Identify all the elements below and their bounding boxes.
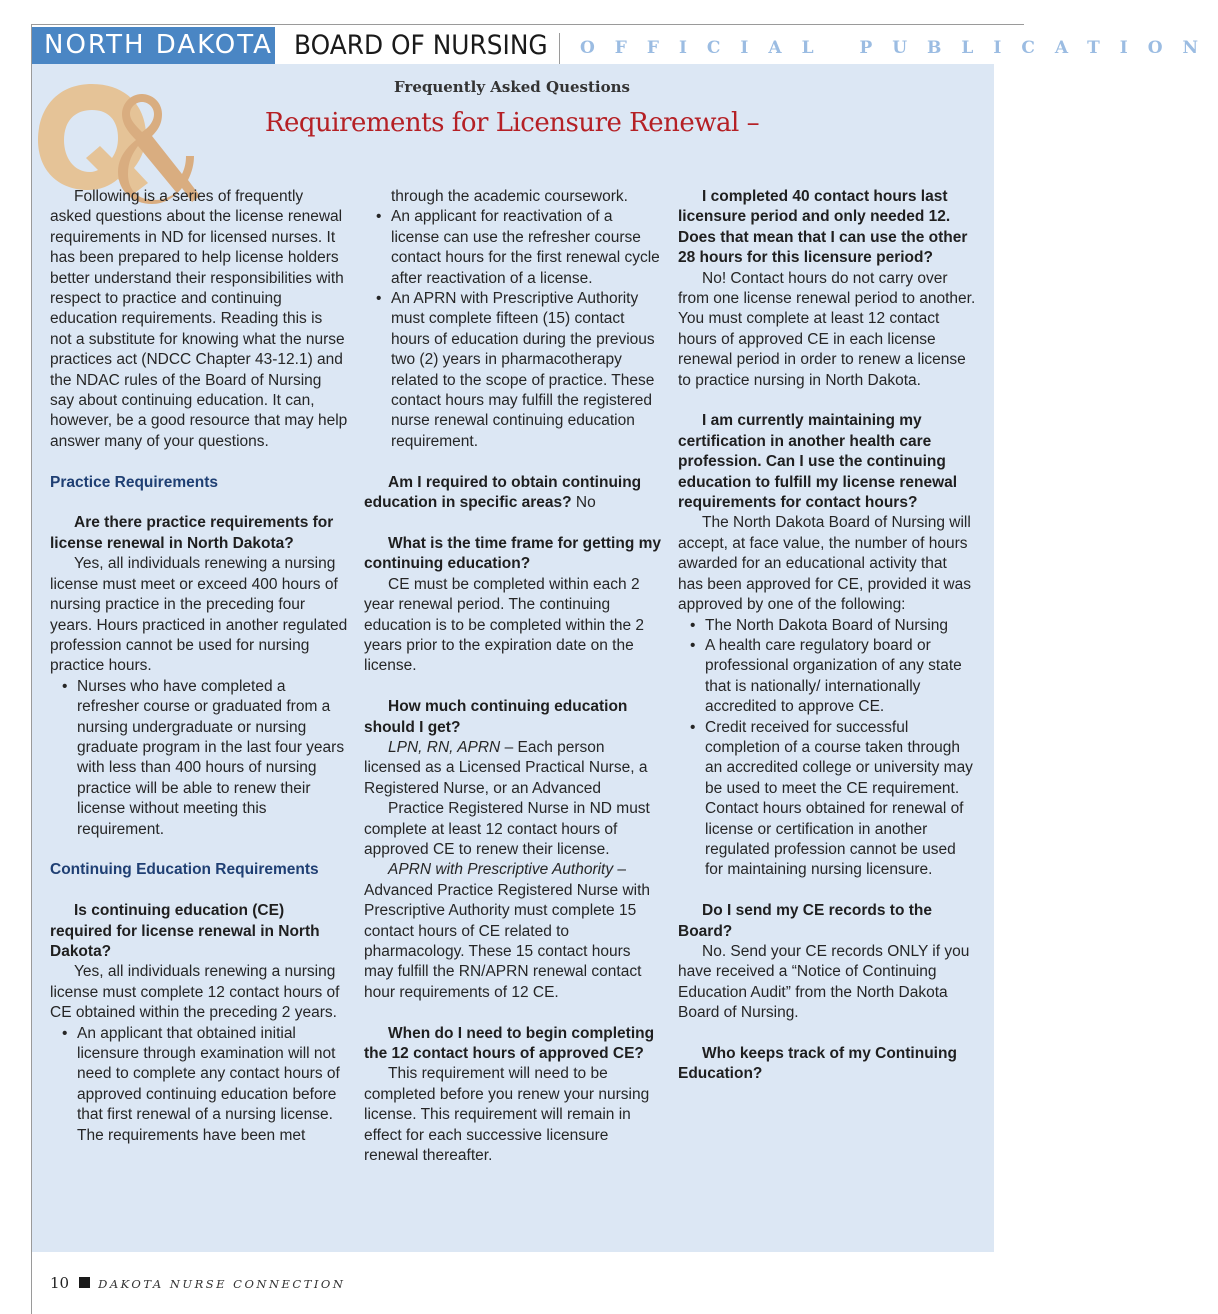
question-specific-areas: Am I required to obtain continuing education in specific areas? — [364, 473, 642, 512]
answer-how-much-lpn-cont: Practice Registered Nurse in ND must complete at least 12 contact hours of approved CE to renew their license. — [364, 800, 650, 858]
answer-ce-required: Yes, all individuals renewing a nursing license must complete 12 contact hours of CE obtained within the preceding 2 years. — [50, 963, 340, 1022]
answer-time-frame: CE must be completed within each 2 year renewal period. The continuing education is to be completed within the 2 years prior to the expiration date on the license. — [364, 575, 645, 675]
question-carry-over: I completed 40 contact hours last licensure period and only needed 12. Does that mean that I can use the other 28 hours for this licensure period? — [678, 188, 968, 267]
masthead-official-publication: OFFICIAL PUBLICATION — [580, 38, 1218, 58]
list-continuation: through the academic coursework. — [391, 188, 628, 205]
list-item: • An applicant for reactivation of a license can use the refresher course contact hours for the first renewal cycle after reactivation of a license. — [364, 207, 662, 289]
masthead-divider — [559, 33, 560, 64]
answer-send-records: No. Send your CE records ONLY if you have received a “Notice of Continuing Education Audit” from the North Dakota Board of Nursing. — [678, 943, 970, 1022]
answer-certification: The North Dakota Board of Nursing will accept, at face value, the number of hours awarded for an educational activity that has been approved for CE, provided it was approved by one of the following: — [678, 514, 971, 614]
section-heading-ce: Continuing Education Requirements — [50, 861, 319, 879]
article-title: Requirements for Licensure Renewal – — [264, 108, 760, 138]
list-item: • A health care regulatory board or professional organization of any state that is nationally/ internationally accredited to approve CE. — [678, 636, 976, 718]
page-footer — [50, 1274, 345, 1292]
answer-carry-over: No! Contact hours do not carry over from one license renewal period to another. You must complete at least 12 contact hours of approved CE in each license renewal period in order to renew a license to practice nursing in North Dakota. — [678, 269, 976, 389]
publication-name: DAKOTA NURSE CONNECTION — [98, 1277, 346, 1291]
answer-how-much-aprn: APRN with Prescriptive Authority – Advanced Practice Registered Nurse with Prescriptive Authority must complete 15 contact hours of CE related to pharmacology. These 15 contact hours may fulfill the RN/APRN renewal contact hour requirements of 12 CE. — [364, 861, 651, 1001]
masthead-state: NORTH DAKOTA — [32, 27, 275, 64]
bullet-list — [50, 1024, 348, 1146]
answer-when-begin: This requirement will need to be completed before you renew your nursing license. This requirement will remain in effect for each successive licensure renewal thereafter. — [364, 1065, 650, 1165]
column-1 — [50, 187, 348, 1146]
bullet-list — [364, 207, 662, 452]
question-who-tracks: Who keeps track of my Continuing Education? — [678, 1045, 957, 1083]
question-ce-required: Is continuing education (CE) required for license renewal in North Dakota? — [50, 902, 320, 960]
answer-practice: Yes, all individuals renewing a nursing license must meet or exceed 400 hours of nursing practice in the preceding four years. Hours practiced in another regulated profession cannot be used for nursing practice hours. — [50, 555, 348, 675]
question-how-much: How much continuing education should I get? — [364, 698, 628, 736]
bullet-list — [678, 616, 976, 881]
qa-specific-areas — [364, 473, 662, 514]
label-lpn-rn-aprn: LPN, RN, APRN — [388, 738, 501, 756]
answer-specific-areas: No — [575, 494, 596, 512]
label-aprn-prescriptive: APRN with Prescriptive Authority — [388, 861, 614, 879]
masthead-board: BOARD OF NURSING — [294, 30, 548, 61]
list-item: • Nurses who have completed a refresher course or graduated from a nursing undergraduate or nursing graduate program in the last four years with less than 400 hours of nursing practice will be able to renew their license without meeting this requirement. — [50, 677, 348, 840]
list-item: • An APRN with Prescriptive Authority must complete fifteen (15) contact hours of education during the previous two (2) years in pharmacotherapy related to the scope of practice. These contact hours may fulfill the registered nurse renewal continuing education requirement. — [364, 289, 662, 452]
list-item: • An applicant that obtained initial licensure through examination will not need to complete any contact hours of approved continuing education before that first renewal of a nursing license. The requirements have been met — [50, 1024, 348, 1146]
list-item: • Credit received for successful completion of a course taken through an accredited college or university may be used to meet the CE requirement. Contact hours obtained for renewal of license or certification in another regulated profession cannot be used for maintaining nursing licensure. — [678, 718, 976, 881]
page-number: 10 — [50, 1274, 70, 1292]
column-2 — [364, 187, 662, 1166]
question-certification: I am currently maintaining my certification in another health care profession. Can I use the continuing education to fulfill my license renewal requirements for contact hours? — [678, 412, 958, 512]
question-practice: Are there practice requirements for license renewal in North Dakota? — [50, 514, 334, 552]
answer-how-much-lpn: LPN, RN, APRN – Each person licensed as a Licensed Practical Nurse, a Registered Nurse, or an Advanced — [364, 738, 648, 797]
question-time-frame: What is the time frame for getting my continuing education? — [364, 534, 662, 573]
faq-label: Frequently Asked Questions — [394, 78, 630, 96]
question-when-begin: When do I need to begin completing the 12 contact hours of approved CE? — [364, 1024, 655, 1062]
section-heading-practice: Practice Requirements — [50, 473, 218, 491]
column-3 — [678, 187, 976, 1085]
bullet-list — [50, 677, 348, 840]
masthead — [32, 25, 1218, 64]
question-send-records: Do I send my CE records to the Board? — [678, 902, 932, 940]
footer-square-icon — [79, 1277, 90, 1288]
list-item: • The North Dakota Board of Nursing — [678, 616, 976, 636]
intro-paragraph: Following is a series of frequently asked questions about the license renewal requirements in ND for licensed nurses. It has been prepared to help license holders better understand their responsibilities with respect to practice and continuing education requirements. Reading this is not a substitute for knowing what the nurse practices act (NDCC Chapter 43-12.1) and the NDAC rules of the Board of Nursing say about continuing education. It can, however, be a good resource that may help answer many of your questions. — [50, 188, 348, 450]
